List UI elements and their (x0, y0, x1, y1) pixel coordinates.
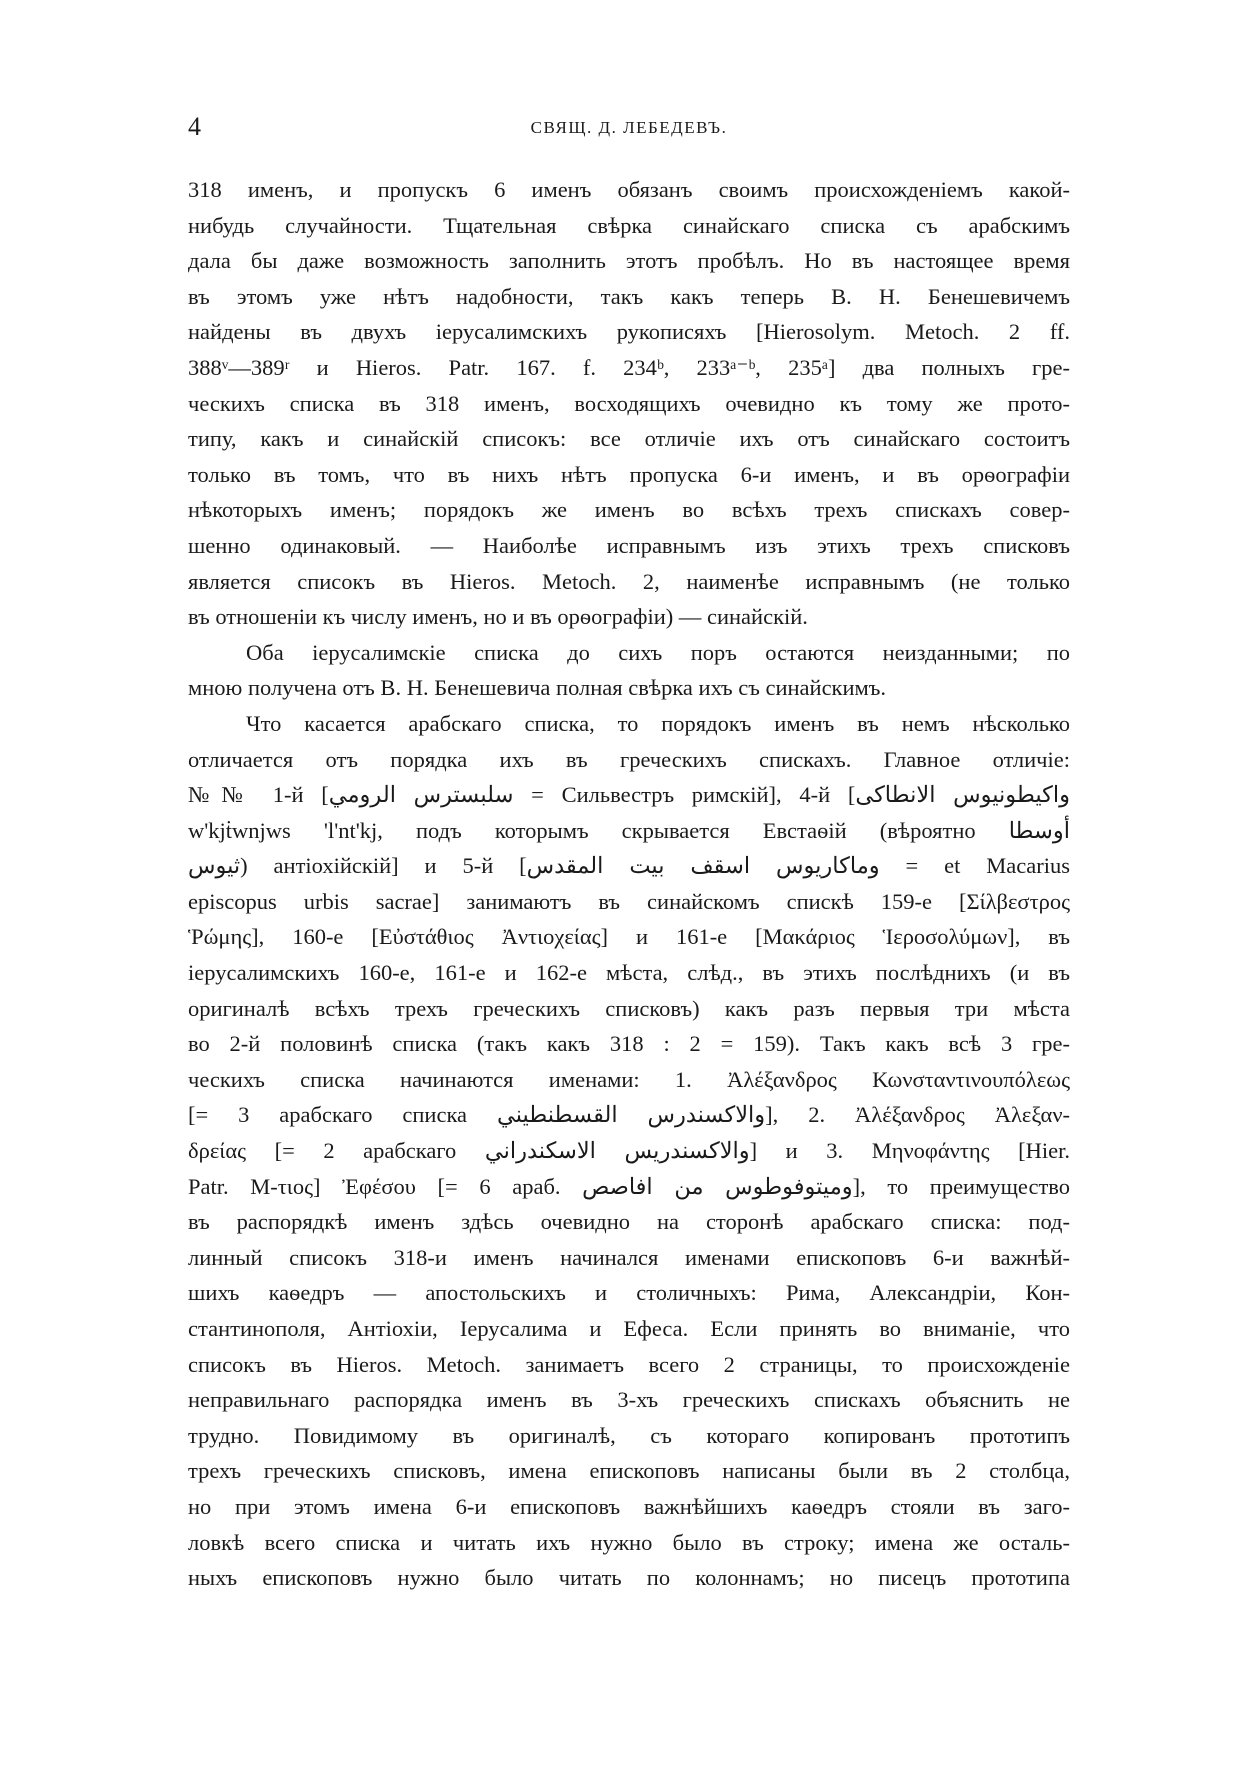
text-line: трудно. Повидимому въ оригиналѣ, съ котораго копированъ прототипъ (188, 1422, 1070, 1448)
text-line: Ῥώμης], 160-е [Εὐστάθιος Ἀντιοχείας] и 161-е [Μακάριος Ἱεροσολύμων], въ (188, 924, 1070, 950)
running-head: СВЯЩ. Д. ЛЕБЕДЕВЪ. (530, 118, 728, 137)
text-line: линный списокъ 318-и именъ начинался именами епископовъ 6-и важнѣй- (188, 1244, 1070, 1270)
text-line: №№ 1-й [سلبسترس الرومي = Сильвестръ римскій], 4-й [واكيطونيوس الانطاكى (188, 782, 1070, 808)
text-line: отличается отъ порядка ихъ въ греческихъ спискахъ. Главное отличіе: (188, 746, 1070, 772)
text-line: во 2-й половинѣ списка (такъ какъ 318 : 2 = 159). Такъ какъ всѣ 3 гре- (188, 1031, 1070, 1057)
text-line: 388ᵛ—389ʳ и Hieros. Patr. 167. f. 234ᵇ, 233ᵃ⁻ᵇ, 235ᵃ] два полныхъ гре- (188, 354, 1070, 380)
text-line: Что касается арабскаго списка, то порядокъ именъ въ немъ нѣсколько (246, 710, 1070, 736)
body-text (188, 172, 1070, 1596)
text-line: неправильнаго распорядка именъ въ 3-хъ греческихъ спискахъ объяснить не (188, 1387, 1070, 1413)
text-line: стантинополя, Антіохіи, Іерусалима и Ефеса. Если принять во вниманіе, что (188, 1316, 1070, 1341)
text-line: нибудь случайности. Тщательная свѣрка синайскаго списка съ арабскимъ (188, 212, 1070, 238)
text-line: δρείας [= 2 арабскаго والاكسندريس الاسكندراني] и 3. Μηνοφάντης [Hier. (188, 1138, 1070, 1164)
text-line: шихъ каѳедръ — апостольскихъ и столичныхъ: Рима, Александріи, Кон- (188, 1280, 1070, 1306)
text-line: дала бы даже возможность заполнить этотъ пробѣлъ. Но въ настоящее время (188, 248, 1070, 274)
text-line: въ отношеніи къ числу именъ, но и въ орѳографіи) — синайскій. (188, 604, 808, 630)
text-line: ческихъ списка въ 318 именъ, восходящихъ очевидно къ тому же прото- (188, 390, 1070, 416)
text-line: въ этомъ уже нѣтъ надобности, такъ какъ теперь В. Н. Бенешевичемъ (188, 283, 1070, 309)
page-header (188, 112, 1070, 152)
page-number: 4 (188, 112, 201, 141)
text-line: мною получена отъ В. Н. Бенешевича полная свѣрка ихъ съ синайскимъ. (188, 675, 887, 701)
text-line: въ распорядкѣ именъ здѣсь очевидно на сторонѣ арабскаго списка: под- (188, 1209, 1070, 1235)
text-line: w'kjṫwnjws 'l'nt'kj, подъ которымъ скрывается Евстаѳій (вѣроятно أوسطا (188, 817, 1070, 843)
text-line: Patr. Μ-τιος] Ἐφέσου [= 6 араб. وميتوفوطوس من افاصص], то преимущество (188, 1173, 1070, 1199)
text-line: ثيوس) антіохійскій] и 5-й [وماكاريوس اسقف بيت المقدس = et Macarius (188, 853, 1070, 879)
text-line: іерусалимскихъ 160-е, 161-е и 162-е мѣста, слѣд., въ этихъ послѣднихъ (и въ (188, 960, 1070, 986)
text-line: 318 именъ, и пропускъ 6 именъ обязанъ своимъ происхожденіемъ какой- (188, 177, 1070, 202)
text-line: оригиналѣ всѣхъ трехъ греческихъ списковъ) какъ разъ первыя три мѣста (188, 995, 1070, 1021)
text-line: ныхъ епископовъ нужно было читать по колоннамъ; но писецъ прототипа (188, 1565, 1070, 1591)
text-line: [= 3 арабскаго списка والاكسندرس القسطنطيني], 2. Ἀλέξανδρος Ἀλεξαν- (188, 1102, 1070, 1128)
text-line: только въ томъ, что въ нихъ нѣтъ пропуска 6-и именъ, и въ орѳографіи (188, 461, 1070, 487)
text-line: Оба іерусалимскіе списка до сихъ поръ остаются неизданными; по (246, 639, 1070, 665)
text-line: но при этомъ имена 6-и епископовъ важнѣйшихъ каѳедръ стояли въ заго- (188, 1493, 1070, 1519)
text-line: шенно одинаковый. — Наиболѣе исправнымъ изъ этихъ трехъ списковъ (188, 532, 1070, 558)
text-line: episcopus urbis sacrae] занимаютъ въ синайскомъ спискѣ 159-е [Σίλβεστρος (188, 888, 1070, 914)
text-line: типу, какъ и синайскій списокъ: все отличіе ихъ отъ синайскаго состоитъ (188, 426, 1070, 452)
text-line: является списокъ въ Hieros. Metoch. 2, наименѣе исправнымъ (не только (188, 568, 1070, 594)
text-line: ческихъ списка начинаются именами: 1. Ἀλέξανδρος Κωνσταντινουπόλεως (188, 1066, 1070, 1092)
text-line: списокъ въ Hieros. Metoch. занимаетъ всего 2 страницы, то происхожденіе (188, 1351, 1070, 1377)
text-line: трехъ греческихъ списковъ, имена епископовъ написаны были въ 2 столбца, (188, 1458, 1070, 1484)
text-line: нѣкоторыхъ именъ; порядокъ же именъ во всѣхъ трехъ спискахъ совер- (188, 497, 1070, 523)
text-line: ловкѣ всего списка и читать ихъ нужно было въ строку; имена же осталь- (188, 1529, 1070, 1555)
text-line: найдены въ двухъ іерусалимскихъ рукописяхъ [Hierosolym. Metoch. 2 ff. (188, 319, 1070, 345)
